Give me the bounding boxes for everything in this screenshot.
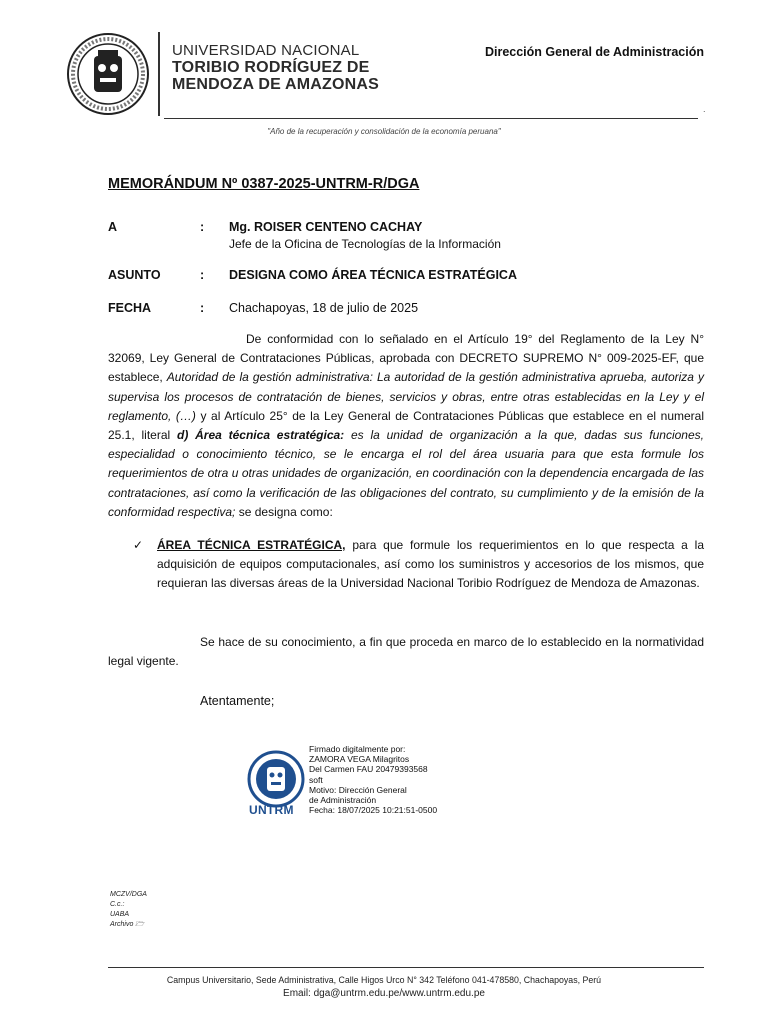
ref-cc: C.c.: [110, 901, 125, 908]
signature-line-1: Firmado digitalmente por: [309, 744, 406, 754]
subject-text: DESIGNA COMO ÁREA TÉCNICA ESTRATÉGICA [229, 268, 517, 282]
signature-line-3: Del Carmen FAU 20479393568 [309, 764, 428, 775]
subject-colon: : [200, 268, 205, 282]
closing-text: Atentamente; [200, 694, 275, 708]
p1-middle: y al Artículo 25° de la Ley General de Contrataciones Públicas que establece en el numeral 25.1, literal [108, 408, 704, 443]
p1-quote-2: es la unidad de organización a la que, dadas sus funciones, especialidad o conocimiento técnico, se le encarga el rol del área usuaria para que esta formule los requerimientos de otra u otras unidades de organización, en coordinación con la dependencia encargada de las contrataciones, así como la verificación de las obligaciones del contrato, su cumplimiento y de la emisión de la conformidad respectiva; [108, 428, 704, 519]
university-line-3: MENDOZA DE AMAZONAS [172, 76, 380, 93]
ref-initials: MCZV/DGA [110, 891, 147, 898]
ref-uaba: UABA [110, 911, 130, 918]
header-rule [164, 118, 698, 119]
university-line-2: TORIBIO RODRÍGUEZ DE [172, 59, 370, 76]
subject-label: ASUNTO [108, 268, 161, 282]
footer-rule [108, 967, 704, 968]
signature-line-4: soft [309, 774, 323, 785]
untrm-brand: UNTRM [249, 803, 294, 817]
body-paragraph-1 [108, 330, 704, 522]
p1-intro: De conformidad con lo señalado en el Artículo 19° del Reglamento de la Ley N° 32069, Ley General de Contrataciones Públicas, aprobada con DECRETO SUPREMO N° 009-2025-EF, que establece, [108, 332, 704, 385]
p1-literal: d) Área técnica estratégica: [177, 428, 345, 443]
to-colon: : [200, 220, 205, 234]
signature-seal [247, 750, 305, 808]
university-seal-icon [66, 32, 150, 116]
untrm-seal-icon [247, 750, 305, 808]
p1-end: se designa como: [235, 504, 333, 519]
signature-line-6: de Administración [309, 795, 377, 806]
recipient-role: Jefe de la Oficina de Tecnologías de la Información [229, 237, 501, 251]
bullet-text: para que formule los requerimientos en lo que respecta a la adquisición de equipos computacionales, así como los suministros y accesorios de los mismos, que requieran las diversas áreas de la Universidad Nacional Toribio Rodríguez de Mendoza de Amazonas. [157, 538, 705, 591]
p1-quote-1: Autoridad de la gestión administrativa: La autoridad de la gestión administrativa aprueba, autoriza y supervisa los procesos de contratación de bienes, servicios y obras, entre otras establecidas en la Ley y el reglamento, (…) [108, 370, 704, 423]
signature-line-2: ZAMORA VEGA Milagritos [309, 754, 410, 765]
year-motto: "Año de la recuperación y consolidación de la economía peruana" [267, 127, 501, 136]
footer-address: Campus Universitario, Sede Administrativa, Calle Higos Urco N° 342 Teléfono 041-478580, Chachapoyas, Perú [166, 975, 602, 985]
header-divider [158, 32, 160, 116]
university-seal-logo [66, 32, 150, 116]
ref-archive-label: Archivo [110, 921, 134, 928]
bullet-title: ÁREA TÉCNICA ESTRATÉGICA, [157, 538, 346, 552]
recipient-name: Mg. ROISER CENTENO CACHAY [229, 220, 423, 234]
designation-bullet [157, 536, 704, 594]
date-label: FECHA [108, 301, 152, 315]
header-dot: . [703, 104, 706, 114]
memo-title: MEMORÁNDUM Nº 0387-2025-UNTRM-R/DGA [108, 176, 420, 192]
footer-contact: Email: dga@untrm.edu.pe/www.untrm.edu.pe [283, 988, 485, 999]
to-label: A [108, 220, 118, 234]
digital-signature-text [309, 744, 437, 815]
university-name [172, 42, 379, 93]
body-paragraph-2: Se hace de su conocimiento, a fin que proceda en marco de lo establecido en la normatividad legal vigente. [108, 635, 704, 669]
date-text: Chachapoyas, 18 de julio de 2025 [229, 301, 419, 315]
university-line-1: UNIVERSIDAD NACIONAL [172, 42, 360, 59]
checkmark-icon: ✓ [133, 538, 144, 552]
signature-line-5: Motivo: Dirección General [309, 784, 407, 795]
office-name: Dirección General de Administración [484, 45, 704, 59]
reference-initials [110, 890, 147, 930]
signature-line-7: Fecha: 18/07/2025 10:21:51-0500 [309, 805, 438, 816]
ref-archive [110, 920, 147, 930]
date-colon: : [200, 301, 205, 315]
folder-icon: 🗁 [135, 921, 144, 928]
